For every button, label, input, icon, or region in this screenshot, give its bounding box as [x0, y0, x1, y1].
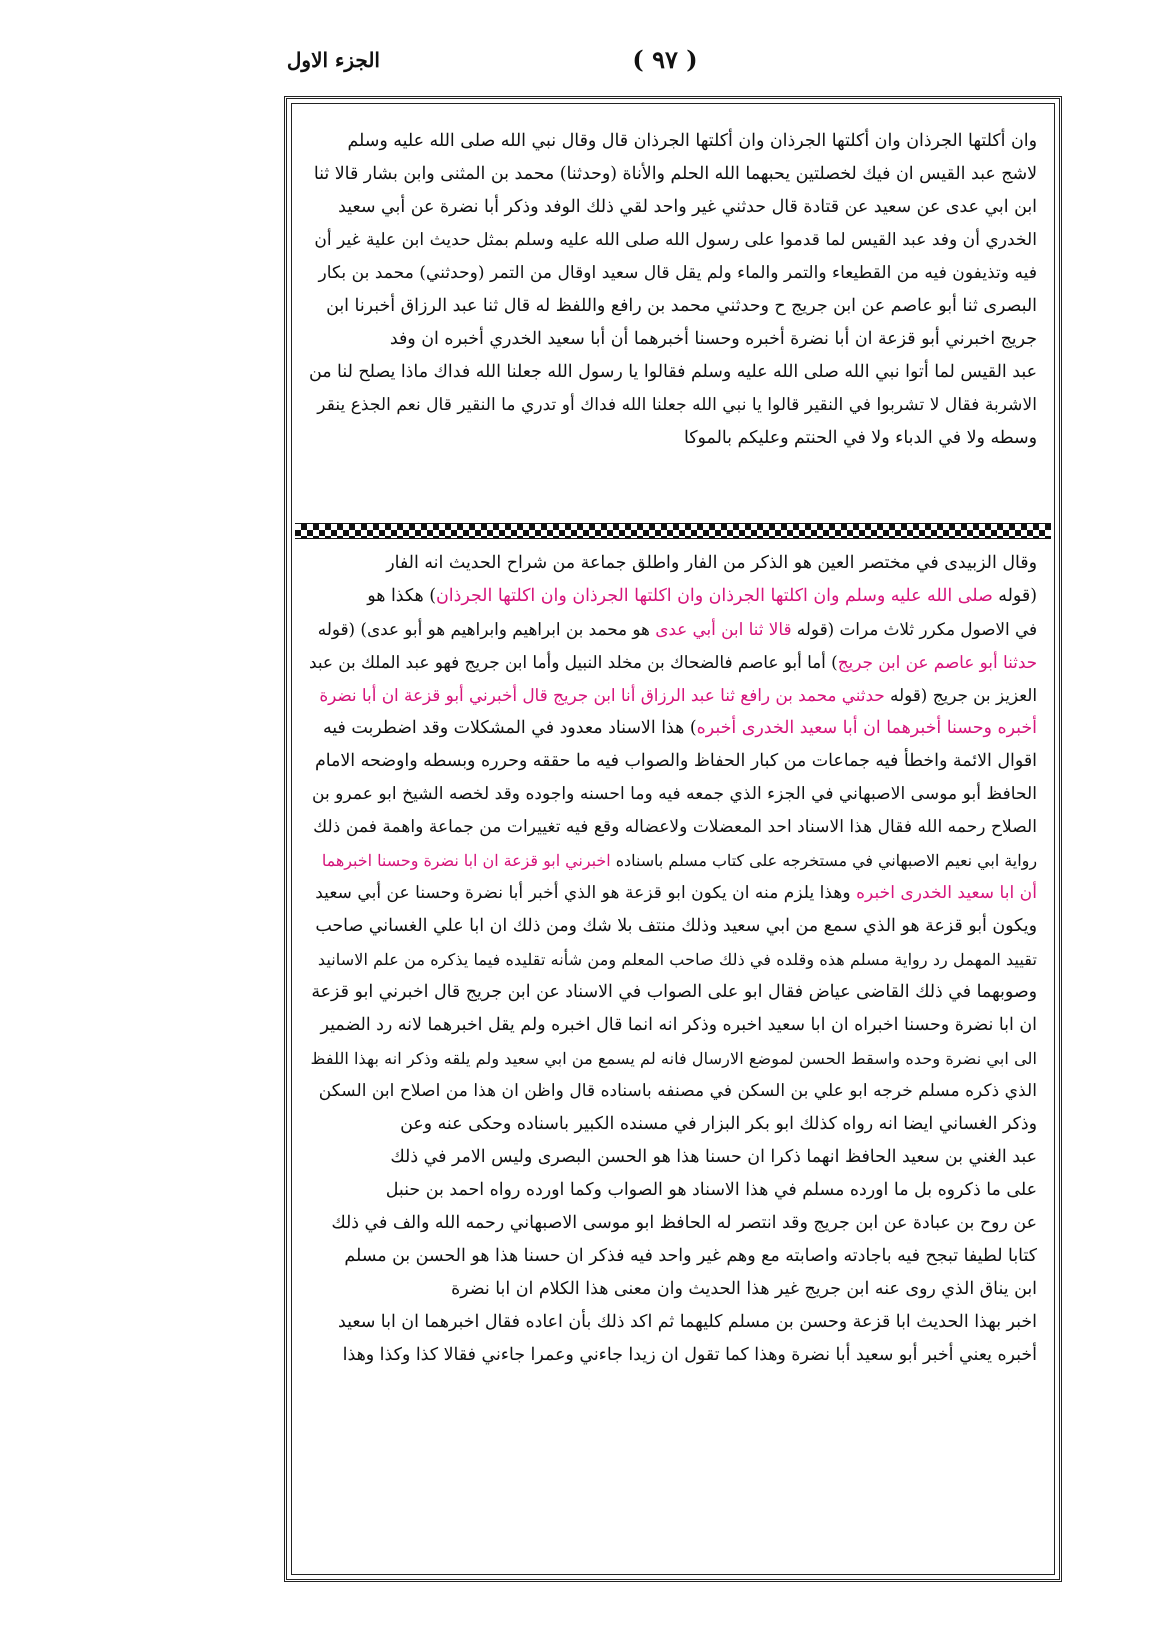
text-segment: وصوبهما في ذلك القاضى عياض فقال ابو على الصواب في الاسناد عن ابن جريج قال اخبرني ابو قزعة: [311, 982, 1037, 1002]
text-segment: ابن يناق الذي روى عنه ابن جريج غير هذا الحديث وان معنى هذا الكلام ان ابا نضرة: [451, 1279, 1037, 1299]
text-segment: في الاصول مكرر ثلاث مرات (قوله: [791, 619, 1037, 639]
commentary-line: [309, 547, 1037, 580]
commentary-text: [309, 547, 1037, 1372]
text-segment: وان أكلتها الجرذان وان أكلتها الجرذان وان أكلتها الجرذان قال وقال نبي الله صلى الله عليه وسلم: [347, 131, 1037, 151]
text-segment: العزيز بن جريج (قوله: [884, 685, 1037, 705]
hadith-line: [309, 224, 1037, 257]
text-segment: فيه وتذيفون فيه من القطيعاء والتمر والماء ولم يقل قال سعيد اوقال من التمر (وحدثني) محمد بن بكار: [318, 263, 1037, 283]
commentary-line: [309, 943, 1037, 976]
commentary-line: [309, 1009, 1037, 1042]
text-segment: ويكون أبو قزعة هو الذي سمع من ابي سعيد وذلك منتف بلا شك ومن ذلك ان ابا علي الغساني صاحب: [315, 916, 1037, 936]
commentary-line: [309, 1174, 1037, 1207]
text-segment: ) أما أبو عاصم فالضحاك بن مخلد النبيل وأما ابن جريج فهو عبد الملك بن عبد: [309, 652, 838, 672]
hadith-text: [309, 125, 1037, 455]
text-segment: وقال الزبيدى في مختصر العين هو الذكر من الفار واطلق جماعة من شراح الحديث انه الفار: [386, 553, 1037, 573]
text-segment: ) هكذا هو: [367, 586, 436, 606]
hadith-line: [309, 356, 1037, 389]
commentary-line: [309, 1042, 1037, 1075]
commentary-line: [309, 778, 1037, 811]
text-segment: اقوال الائمة واخطأ فيه جماعات من كبار الحفاظ والصواب فيه ما حققه وحرره وبسطه واوضحه الامام: [314, 751, 1037, 771]
commentary-line: [309, 1240, 1037, 1273]
commentary-line: [309, 745, 1037, 778]
checkered-divider: [295, 523, 1051, 539]
text-segment: تقييد المهمل رد رواية مسلم هذه وقلده في ذلك صاحب المعلم ومن شأنه تقليده فيما يذكره من علم الاسانيد: [317, 950, 1037, 969]
commentary-line: [309, 1306, 1037, 1339]
highlighted-quote: صلى الله عليه وسلم وان اكلتها الجرذان وان اكلتها الجرذان وان اكلتها الجرذان: [436, 586, 993, 606]
highlighted-quote: حدثنا أبو عاصم عن ابن جريج: [837, 652, 1037, 672]
commentary-line: [309, 646, 1037, 679]
commentary-line: [309, 1207, 1037, 1240]
text-segment: عن روح بن عبادة عن ابن جريج وقد انتصر له الحافظ ابو موسى الاصبهاني رحمه الله والف في ذلك: [331, 1213, 1037, 1233]
text-segment: عبد القيس لما أتوا نبي الله صلى الله عليه وسلم فقالوا يا رسول الله جعلنا الله فداك ماذا يصلح لنا من: [309, 362, 1037, 382]
commentary-line: [309, 877, 1037, 910]
commentary-line: [309, 1141, 1037, 1174]
text-segment: الصلاح رحمه الله فقال هذا الاسناد احد المعضلات ولاعضاله وقع فيه تغييرات من جماعة واهمة فمن ذلك: [313, 817, 1037, 837]
commentary-line: [309, 1075, 1037, 1108]
hadith-line: [309, 290, 1037, 323]
text-segment: أخبره يعني أخبر أبو سعيد أبا نضرة وهذا كما تقول ان زيدا جاءني وعمرا جاءني فقالا كذا وكذا وهذا: [342, 1345, 1037, 1365]
hadith-line: [309, 323, 1037, 356]
page-header: [0, 0, 1158, 96]
text-segment: ابن ابي عدى عن سعيد عن قتادة قال حدثني غير واحد لقي ذلك الوفد وذكر أبا نضرة عن أبي سعيد: [338, 197, 1037, 217]
page-number: ( ٩٧ ): [632, 45, 698, 74]
text-segment: وسطه ولا في الدباء ولا في الحنتم وعليكم بالموكا: [683, 428, 1037, 448]
text-segment: وهذا يلزم منه ان يكون ابو قزعة هو الذي أخبر أبا نضرة وحسنا عن أبي سعيد: [315, 883, 857, 903]
text-segment: هو محمد بن ابراهيم وابراهيم هو أبو عدى) (قوله: [317, 619, 656, 639]
hadith-line: [309, 257, 1037, 290]
highlighted-quote: حدثني محمد بن رافع ثنا عبد الرزاق أنا ابن جريج قال أخبرني أبو قزعة ان أبا نضرة: [319, 685, 885, 705]
text-segment: البصرى ثنا أبو عاصم عن ابن جريج ح وحدثني محمد بن رافع واللفظ له قال ثنا عبد الرزاق أخبرنا ابن: [326, 296, 1037, 316]
text-segment: ) هذا الاسناد معدود في المشكلات وقد اضطربت فيه: [322, 718, 697, 738]
commentary-line: [309, 679, 1037, 712]
commentary-line: [309, 1339, 1037, 1372]
text-segment: ان ابا نضرة وحسنا اخبراه ان ابا سعيد اخبره وذكر انه انما قال اخبره ولم يقل اخبرهما لانه رد الضمير: [320, 1015, 1037, 1035]
hadith-line: [309, 422, 1037, 455]
text-segment: الى ابي نضرة وحده واسقط الحسن لموضع الارسال فانه لم يسمع من ابي سعيد ولم يلقه وذكر انه بهذا اللفظ: [310, 1049, 1037, 1068]
commentary-line: [309, 976, 1037, 1009]
highlighted-quote: أخبره وحسنا أخبرهما ان أبا سعيد الخدرى أخبره: [696, 718, 1037, 738]
hadith-line: [309, 191, 1037, 224]
text-segment: الحافظ أبو موسى الاصبهاني في الجزء الذي جمعه فيه وما احسنه واجوده وقد لخصه الشيخ ابو عمرو بن: [311, 784, 1037, 804]
text-segment: كتابا لطيفا تبجح فيه باجادته واصابته مع وهم غير واحد فيه فذكر ان حسنا هذا هو الحسن بن مسلم: [344, 1246, 1037, 1266]
text-segment: وذكر الغساني ايضا انه رواه كذلك ابو بكر البزار في مسنده الكبير باسناده وحكى عنه وعن: [400, 1114, 1037, 1134]
commentary-line: [309, 811, 1037, 844]
text-segment: الاشربة فقال لا تشربوا في النقير قالوا يا نبي الله جعلنا الله فداك أو تدري ما النقير قال نعم الجذع ينقر: [317, 395, 1037, 415]
commentary-line: [309, 844, 1037, 877]
text-segment: جريج اخبرني أبو قزعة ان أبا نضرة أخبره وحسنا أخبرهما أن أبا سعيد الخدري أخبره ان وفد: [389, 329, 1037, 349]
text-segment: على ما ذكروه بل ما اورده مسلم في هذا الاسناد هو الصواب وكما اورده رواه احمد بن حنبل: [385, 1180, 1037, 1200]
text-segment: اخبر بهذا الحديث ابا قزعة وحسن بن مسلم كليهما ثم اكد ذلك بأن اعاده فقال اخبرهما ان ابا سعيد: [337, 1312, 1037, 1332]
commentary-line: [309, 1108, 1037, 1141]
text-segment: (قوله: [992, 586, 1037, 606]
hadith-line: [309, 158, 1037, 191]
commentary-line: [309, 1273, 1037, 1306]
commentary-line: [309, 910, 1037, 943]
text-segment: الذي ذكره مسلم خرجه ابو علي بن السكن في مصنفه باسناده قال واظن ان هذا من اصلاح ابن السكن: [318, 1081, 1037, 1101]
hadith-line: [309, 125, 1037, 158]
text-segment: الخدري أن وفد عبد القيس لما قدموا على رسول الله صلى الله عليه وسلم بمثل حديث ابن علية غير أن: [314, 230, 1037, 250]
highlighted-quote: قالا ثنا ابن أبي عدى: [655, 619, 792, 639]
highlighted-quote: أن ابا سعيد الخدرى اخبره: [856, 883, 1037, 903]
highlighted-quote: اخبرني ابو قزعة ان ابا نضرة وحسنا اخبرهما: [321, 851, 611, 870]
commentary-line: [309, 613, 1037, 646]
volume-label: الجزء الاول: [286, 48, 380, 72]
text-segment: عبد الغني بن سعيد الحافظ انهما ذكرا ان حسنا هذا هو الحسن البصرى وليس الامر في ذلك: [390, 1147, 1037, 1167]
page-frame: [284, 96, 1062, 1582]
text-segment: لاشج عبد القيس ان فيك لخصلتين يحبهما الله الحلم والأناة (وحدثنا) محمد بن المثنى وابن بشار قالا ثنا: [313, 164, 1037, 184]
commentary-line: [309, 580, 1037, 613]
text-segment: رواية ابي نعيم الاصبهاني في مستخرجه على كتاب مسلم باسناده: [610, 851, 1037, 870]
hadith-line: [309, 389, 1037, 422]
commentary-line: [309, 712, 1037, 745]
